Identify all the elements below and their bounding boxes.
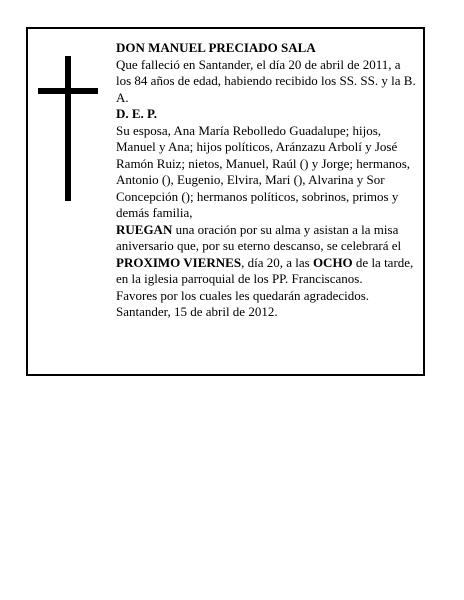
place-date: Santander, 15 de abril de 2012. bbox=[116, 304, 278, 319]
cross-icon bbox=[38, 56, 98, 201]
rip-label: D. E. P. bbox=[116, 106, 158, 121]
deceased-name: DON MANUEL PRECIADO SALA bbox=[116, 40, 316, 55]
death-details: Que falleció en Santander, el día 20 de abril de 2011, a los 84 años de edad, habiendo recibido los SS. SS. y la B. A. bbox=[116, 56, 416, 105]
mass-text-2: , día 20, a las bbox=[241, 254, 313, 270]
ruegan-label: RUEGAN bbox=[116, 221, 173, 237]
ocho-label: OCHO bbox=[312, 254, 353, 270]
mass-invitation bbox=[116, 222, 416, 288]
obituary-notice bbox=[26, 27, 425, 376]
cross-vertical-bar bbox=[65, 56, 71, 201]
cross-horizontal-bar bbox=[38, 88, 98, 94]
gratitude-line: Favores por los cuales les quedarán agradecidos. bbox=[116, 287, 370, 303]
proximo-viernes-label: PROXIMO VIERNES bbox=[116, 254, 242, 270]
mass-text-1: una oración por su alma y asistan a la misa aniversario que, por su eterno descanso, se celebrará el bbox=[116, 221, 402, 253]
family-list: Su esposa, Ana María Rebolledo Guadalupe; hijos, Manuel y Ana; hijos políticos, Aránzazu Arbolí y José Ramón Ruiz; nietos, Manuel, Raúl () y Jorge; hermanos, Antonio (), Eugenio, Elvira, Mari (), Alvarina y Sor Concepción (); hermanos políticos, sobrinos, primos y demás familia, bbox=[116, 122, 411, 220]
notice-text-block bbox=[116, 40, 416, 321]
mass-text-3: de la tarde, en la iglesia parroquial de los PP. Franciscanos. bbox=[116, 254, 414, 286]
